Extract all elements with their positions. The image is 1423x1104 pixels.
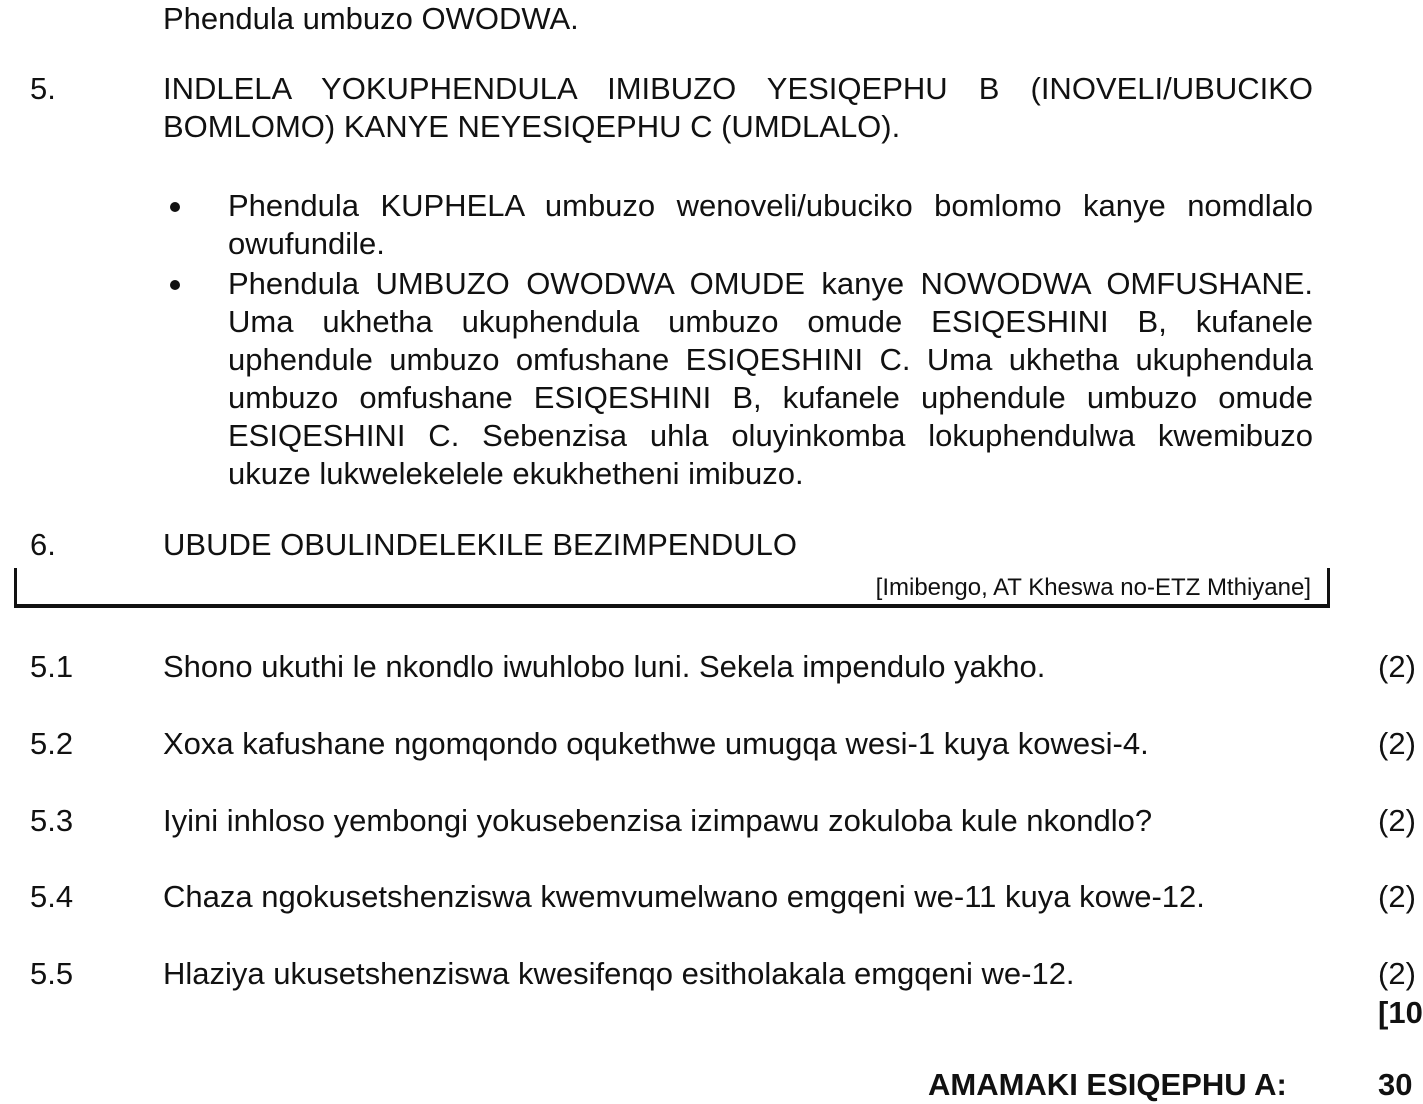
question-marks: (2)	[1378, 879, 1416, 914]
question-text: Iyini inhloso yembongi yokusebenzisa izimpawu zokuloba kule nkondlo?	[163, 803, 1153, 838]
question-number: 5.3	[30, 803, 74, 838]
question-text: Chaza ngokusetshenziswa kwemvumelwano emgqeni we-11 kuya kowe-12.	[163, 879, 1205, 914]
bullet-text: Phendula UMBUZO OWODWA OMUDE kanye NOWODWA OMFUSHANE. Uma ukhetha ukuphendula umbuzo omude ESIQESHINI B, kufanele uphendule umbuzo omfushane ESIQESHINI C. Uma ukhetha ukuphendula umbuzo omfushane ESIQESHINI B, kufanele uphendule umbuzo omude ESIQESHINI C. Sebenzisa uhla oluyinkomba lokuphendulwa kwemibuzo ukuze lukwelekelele ekukhetheni imibuzo.	[228, 266, 1313, 491]
question-marks: (2)	[1378, 803, 1416, 838]
question-number: 5.1	[30, 649, 74, 684]
source-reference: [Imibengo, AT Kheswa no-ETZ Mthiyane]	[875, 574, 1311, 601]
question-text: Shono ukuthi le nkondlo iwuhlobo luni. Sekela impendulo yakho.	[163, 649, 1046, 684]
question-number: 5.5	[30, 956, 74, 991]
instruction-6-heading: UBUDE OBULINDELEKILE BEZIMPENDULO	[163, 527, 797, 562]
bullet-marker	[170, 202, 180, 212]
question-text: Hlaziya ukusetshenziswa kwesifenqo esitholakala emgqeni we-12.	[163, 956, 1075, 991]
instruction-6-number: 6.	[30, 527, 56, 562]
question-marks: (2)	[1378, 726, 1416, 761]
intro-instruction: Phendula umbuzo OWODWA.	[163, 1, 579, 36]
bullet-text: Phendula KUPHELA umbuzo wenoveli/ubuciko bomlomo kanye nomdlalo owufundile.	[228, 188, 1313, 261]
question-number: 5.2	[30, 726, 74, 761]
source-reference-box	[14, 568, 1330, 608]
question-text: Xoxa kafushane ngomqondo oqukethwe umugqa wesi-1 kuya kowesi-4.	[163, 726, 1149, 761]
question-total: [10	[1378, 995, 1423, 1030]
instruction-5-heading-line2: BOMLOMO) KANYE NEYESIQEPHU C (UMDLALO).	[163, 109, 901, 144]
section-total-label: AMAMAKI ESIQEPHU A:	[928, 1067, 1287, 1102]
instruction-5-heading-line1: INDLELA YOKUPHENDULA IMIBUZO YESIQEPHU B (INOVELI/UBUCIKO	[163, 71, 1313, 106]
instruction-5-number: 5.	[30, 71, 56, 106]
question-marks: (2)	[1378, 649, 1416, 684]
bullet-marker	[170, 280, 180, 290]
question-number: 5.4	[30, 879, 74, 914]
section-total-value: 30	[1378, 1067, 1413, 1102]
question-marks: (2)	[1378, 956, 1416, 991]
